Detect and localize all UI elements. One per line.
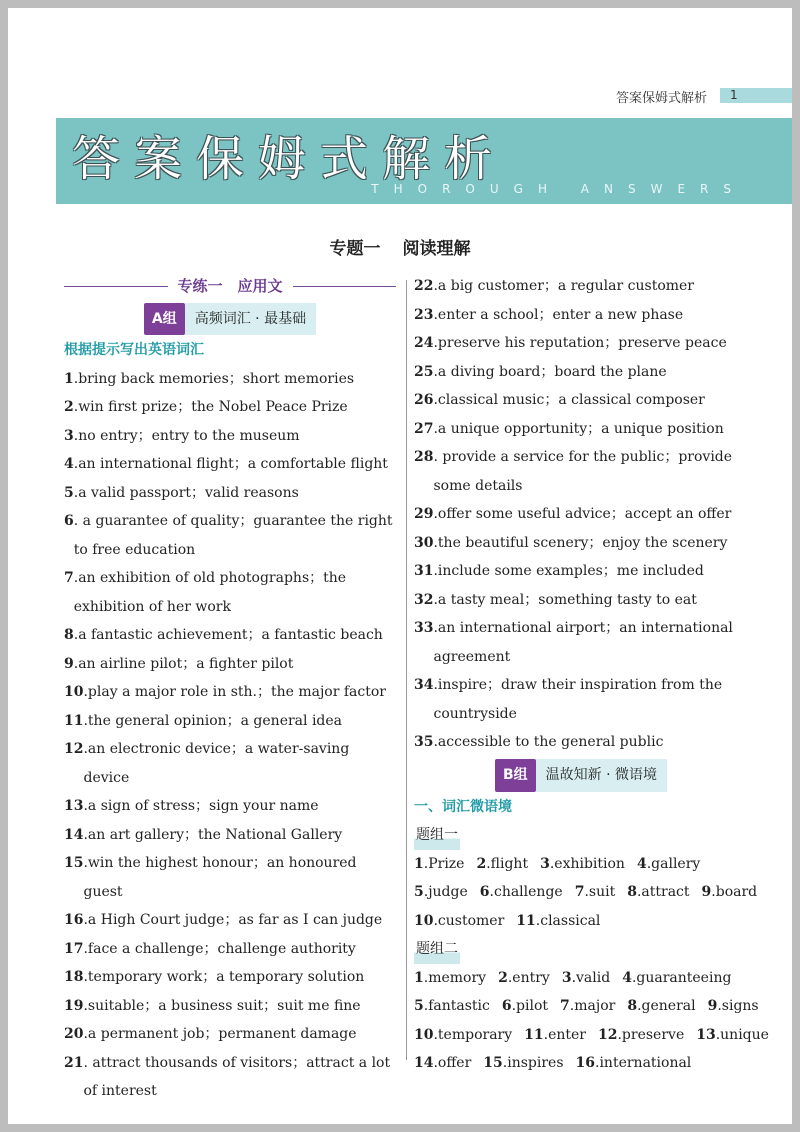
list-item: [64, 906, 396, 935]
answer-line: [414, 878, 758, 907]
item-text: .bring back memories；short memories: [73, 370, 355, 387]
list-item: [64, 992, 396, 1021]
answer-word: .enter: [543, 1026, 586, 1043]
answer-number: 4: [636, 855, 647, 872]
item-number: 27: [414, 420, 434, 437]
answer-number: 1: [414, 969, 424, 986]
answer-word: .board: [711, 884, 758, 900]
list-item: [64, 621, 396, 650]
answer-word: .general: [637, 998, 696, 1014]
item-text: .a valid passport；valid reasons: [73, 484, 299, 501]
answer-line: [414, 1049, 748, 1078]
set2-label: 题组二: [414, 935, 460, 964]
item-number: 6: [64, 513, 74, 529]
banner-title: 答案保姆式解析: [72, 131, 507, 187]
answer-word: .international: [595, 1055, 692, 1071]
answer-number: 11: [516, 912, 536, 929]
item-text: .accessible to the general public: [433, 734, 664, 750]
list-item: [64, 479, 396, 508]
answer-number: 6: [501, 998, 512, 1014]
item-number: 1: [64, 370, 74, 387]
list-item: [64, 935, 396, 964]
list-item: [414, 272, 748, 301]
item-number: 32: [414, 591, 434, 608]
list-item: [64, 707, 396, 736]
answer-word: .Prize: [423, 855, 465, 872]
column-divider: [406, 280, 407, 1060]
item-text: . provide a service for the public；provide some details: [433, 449, 733, 494]
list-item: [64, 678, 396, 707]
item-text: .include some examples；me included: [433, 563, 704, 579]
list-item: [64, 564, 396, 621]
answer-word: .challenge: [489, 884, 563, 900]
topic-heading: [8, 234, 792, 259]
item-number: 3: [64, 427, 74, 444]
item-number: 12: [64, 741, 84, 757]
list-item: [64, 735, 396, 792]
item-text: .face a challenge；challenge authority: [83, 940, 356, 957]
list-item: [64, 821, 396, 850]
item-text: .play a major role in sth.；the major factor: [83, 684, 386, 700]
item-text: .win the highest honour；an honoured guest: [83, 855, 357, 900]
answer-number: 8: [627, 998, 638, 1014]
item-number: 9: [64, 655, 74, 672]
list-item: [414, 415, 748, 444]
list-item: [64, 393, 396, 422]
answer-word: .signs: [717, 998, 759, 1014]
item-number: 17: [64, 940, 84, 957]
answer-word: .gallery: [646, 855, 701, 872]
answer-number: 7: [574, 884, 585, 900]
answer-number: 13: [696, 1026, 716, 1043]
topic-name: 阅读理解: [402, 239, 471, 259]
item-number: 5: [64, 484, 74, 501]
item-text: .offer some useful advice；accept an offer: [433, 506, 732, 522]
left-column: [64, 272, 396, 1106]
item-text: .an international flight；a comfortable flight: [73, 456, 388, 472]
answer-line: [414, 850, 748, 879]
group-b-section-title: 一、词汇微语境: [414, 798, 512, 815]
list-item: [64, 507, 396, 564]
item-number: 26: [414, 392, 434, 408]
item-text: .inspire；draw their inspiration from the countryside: [433, 677, 723, 722]
answer-number: 3: [540, 855, 550, 872]
item-number: 10: [64, 684, 84, 700]
answer-number: 10: [414, 1026, 434, 1043]
answer-word: .exhibition: [549, 855, 625, 872]
item-number: 2: [64, 399, 74, 415]
list-item: [414, 329, 748, 358]
answer-word: .guaranteeing: [631, 969, 732, 986]
list-item: [64, 1049, 396, 1106]
list-item: [414, 529, 748, 558]
item-number: 13: [64, 798, 84, 814]
list-item: [414, 500, 748, 529]
item-text: .no entry；entry to the museum: [73, 427, 300, 444]
item-number: 4: [64, 456, 74, 472]
list-item: [64, 1020, 396, 1049]
item-number: 23: [414, 306, 434, 323]
item-number: 15: [64, 855, 84, 871]
list-item: [414, 386, 748, 415]
right-column: [414, 272, 769, 1078]
list-item: [414, 443, 748, 500]
list-item: [414, 728, 748, 757]
item-number: 21: [64, 1054, 84, 1071]
answer-word: .inspires: [502, 1055, 564, 1071]
item-number: 28: [414, 449, 434, 465]
item-text: .a permanent job；permanent damage: [83, 1026, 357, 1042]
answer-number: 3: [561, 969, 572, 986]
answer-word: .judge: [423, 884, 468, 900]
item-text: .an airline pilot；a fighter pilot: [73, 655, 294, 672]
item-number: 31: [414, 563, 434, 579]
answer-number: 1: [414, 855, 424, 872]
item-number: 33: [414, 620, 434, 636]
item-text: .an electronic device；a water-saving device: [83, 741, 350, 786]
item-text: . attract thousands of visitors；attract a lot of interest: [83, 1054, 391, 1099]
answer-line: [414, 907, 748, 936]
item-text: .a tasty meal；something tasty to eat: [433, 591, 697, 608]
item-text: .a unique opportunity；a unique position: [433, 420, 724, 437]
item-text: .win first prize；the Nobel Peace Prize: [73, 399, 348, 415]
answer-number: 2: [498, 969, 508, 986]
running-title: 答案保姆式解析: [616, 91, 708, 106]
heading-rule-left: [64, 286, 168, 287]
answer-number: 11: [524, 1026, 544, 1043]
answer-word: .unique: [715, 1026, 769, 1043]
answer-word: .major: [569, 998, 616, 1014]
answer-number: 5: [414, 998, 424, 1014]
item-number: 34: [414, 677, 434, 693]
list-item: [64, 963, 396, 992]
item-number: 35: [414, 734, 434, 750]
item-text: .a diving board；board the plane: [433, 363, 667, 380]
answer-number: 6: [479, 884, 490, 900]
list-item: [64, 792, 396, 821]
group-b-badge: [414, 763, 748, 789]
list-item: [414, 358, 748, 387]
list-item: [414, 557, 748, 586]
list-item: [64, 849, 396, 906]
answer-word: .customer: [433, 912, 505, 929]
set1-label: 题组一: [414, 821, 460, 850]
topic-number: 专题一: [329, 239, 381, 259]
answer-word: .flight: [486, 855, 529, 872]
answer-number: 12: [598, 1026, 618, 1043]
group-a-tag: A组: [144, 303, 185, 336]
list-item: [64, 650, 396, 679]
item-text: . a guarantee of quality；guarantee the right to free education: [73, 513, 393, 558]
answer-number: 4: [622, 969, 632, 986]
item-number: 7: [64, 570, 74, 586]
item-text: .a big customer；a regular customer: [433, 278, 695, 294]
heading-rule-right: [293, 286, 397, 287]
page: [8, 8, 792, 1124]
title-banner: [56, 118, 792, 204]
group-a-desc: 高频词汇 · 最基础: [185, 303, 316, 336]
item-text: .a fantastic achievement；a fantastic beach: [73, 627, 383, 643]
answer-word: .valid: [571, 969, 611, 986]
item-text: .an exhibition of old photographs；the exhibition of her work: [73, 570, 347, 615]
answer-word: .preserve: [617, 1026, 685, 1043]
banner-subtitle: THOROUGH ANSWERS: [371, 182, 746, 196]
item-number: 22: [414, 278, 434, 294]
answer-number: 9: [701, 884, 712, 900]
set1-answers: [414, 850, 758, 936]
practice-label: 专练一 应用文: [177, 276, 283, 295]
group-b-desc: 温故知新 · 微语境: [536, 759, 667, 792]
item-number: 16: [64, 912, 84, 928]
list-item: [414, 586, 748, 615]
answer-word: .memory: [423, 969, 487, 986]
answer-number: 14: [414, 1055, 434, 1071]
set2-answers: [414, 964, 769, 1078]
item-text: .preserve his reputation；preserve peace: [433, 335, 727, 351]
answer-line: [414, 992, 759, 1021]
answer-word: .fantastic: [423, 998, 490, 1014]
answer-word: .classical: [535, 912, 601, 929]
practice-heading: [64, 272, 396, 300]
group-b-tag: B组: [495, 759, 536, 792]
item-text: .the general opinion；a general idea: [83, 712, 343, 729]
item-number: 20: [64, 1026, 84, 1042]
item-text: .the beautiful scenery；enjoy the scenery: [433, 534, 728, 551]
answer-word: .entry: [507, 969, 550, 986]
item-number: 24: [414, 335, 434, 351]
item-text: .enter a school；enter a new phase: [433, 306, 684, 323]
answer-line: [414, 964, 748, 993]
answer-number: 9: [707, 998, 718, 1014]
group-a-instruction: 根据提示写出英语词汇: [64, 342, 204, 358]
item-text: .classical music；a classical composer: [433, 392, 705, 408]
item-text: .an international airport；an international agreement: [433, 620, 733, 665]
answer-line: [414, 1021, 769, 1050]
answer-list-left: [64, 365, 396, 1106]
item-text: .a High Court judge；as far as I can judge: [83, 912, 383, 928]
list-item: [414, 671, 748, 728]
answer-number: 8: [627, 884, 637, 900]
item-text: .a sign of stress；sign your name: [83, 798, 319, 814]
answer-word: .offer: [433, 1055, 472, 1071]
answer-number: 7: [560, 998, 570, 1014]
answer-list-right: [414, 272, 748, 757]
answer-number: 2: [476, 855, 487, 872]
answer-word: .pilot: [511, 998, 549, 1014]
answer-number: 5: [414, 884, 424, 900]
item-number: 18: [64, 969, 84, 985]
answer-word: .attract: [636, 884, 690, 900]
list-item: [64, 365, 396, 394]
item-text: .an art gallery；the National Gallery: [83, 826, 343, 843]
list-item: [64, 450, 396, 479]
answer-word: .suit: [584, 884, 616, 900]
list-item: [414, 614, 748, 671]
item-number: 19: [64, 997, 84, 1014]
item-text: .suitable；a business suit；suit me fine: [83, 997, 361, 1014]
page-number: 1: [720, 88, 792, 103]
item-number: 25: [414, 363, 434, 380]
group-a-badge: [64, 306, 396, 332]
item-text: .temporary work；a temporary solution: [83, 969, 365, 985]
list-item: [64, 422, 396, 451]
item-number: 14: [64, 826, 84, 843]
answer-number: 16: [575, 1055, 595, 1071]
item-number: 11: [64, 712, 84, 729]
item-number: 30: [414, 534, 434, 551]
answer-number: 10: [414, 912, 434, 929]
answer-word: .temporary: [433, 1026, 513, 1043]
item-number: 8: [64, 627, 74, 643]
list-item: [414, 301, 748, 330]
item-number: 29: [414, 506, 434, 522]
answer-number: 15: [483, 1055, 503, 1071]
